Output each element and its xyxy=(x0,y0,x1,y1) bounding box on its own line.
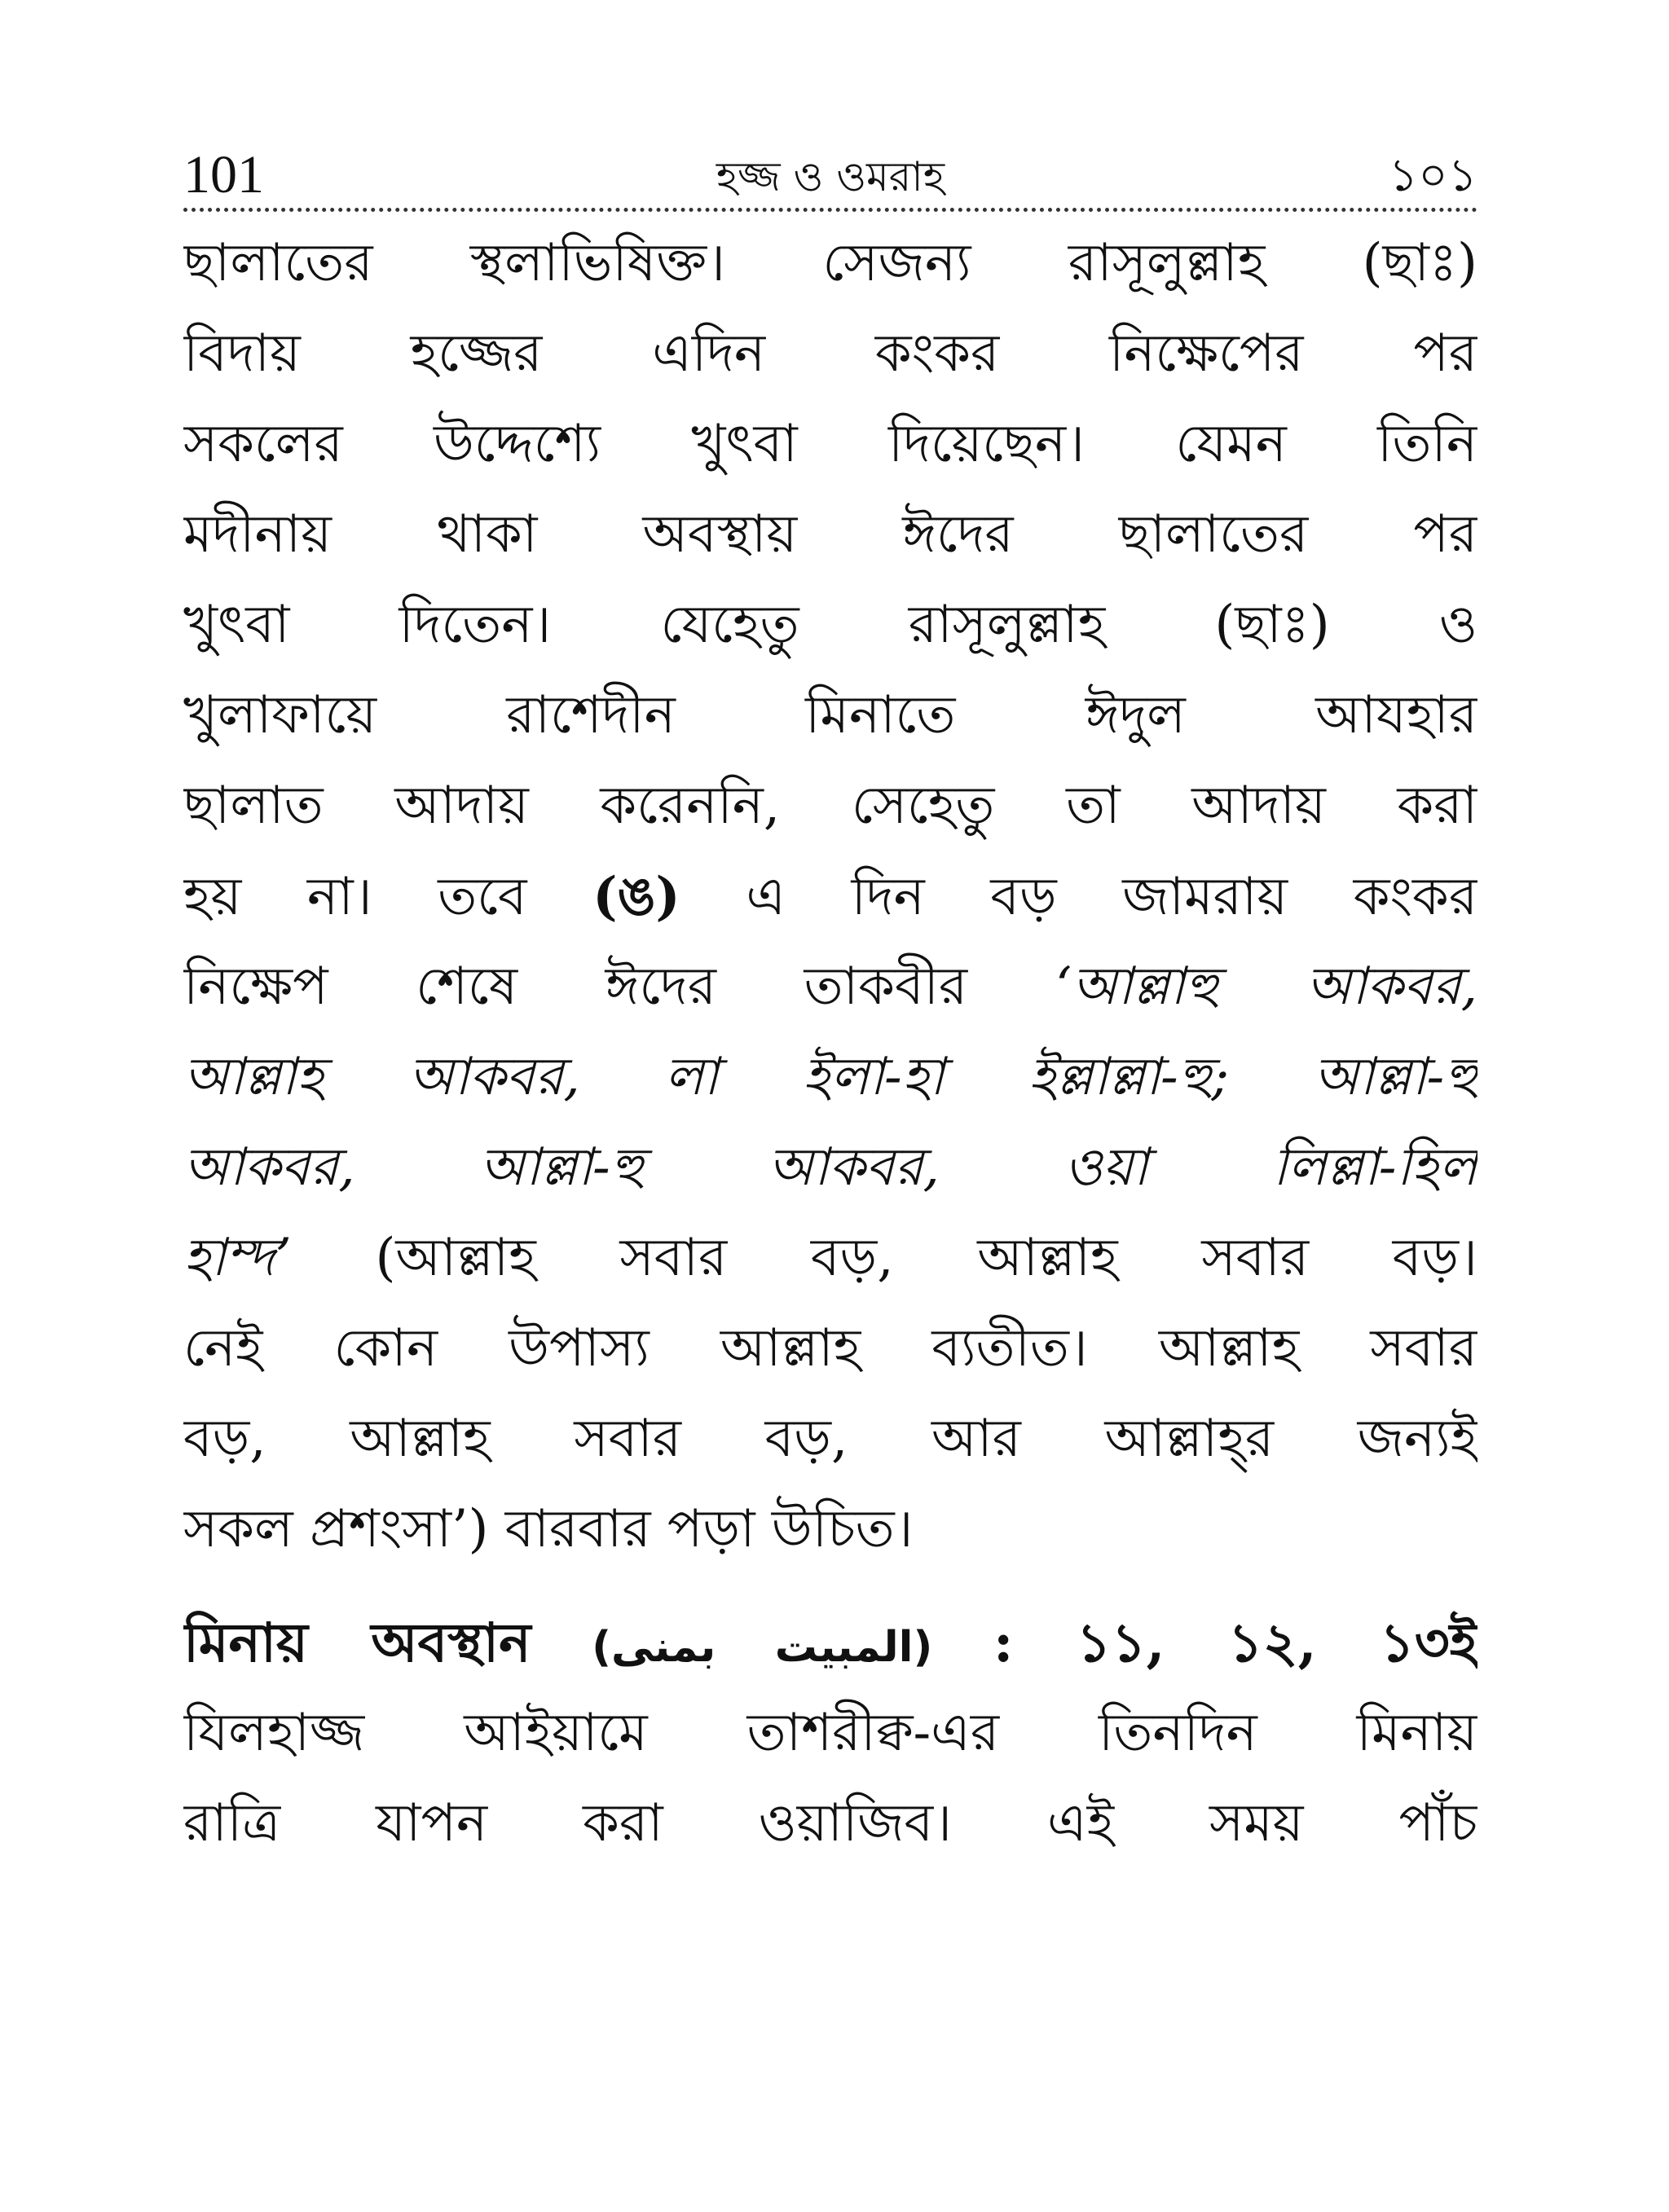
body-text xyxy=(183,218,1477,1869)
paragraph-line xyxy=(183,1213,1477,1304)
takbir-text: ‘আল্লাহু আকবর, xyxy=(1055,956,1477,1017)
running-title: হজ্জ ও ওমরাহ xyxy=(716,153,945,200)
section-heading-line xyxy=(183,1598,1477,1688)
takbir-text: হাম্দ’ xyxy=(183,1228,292,1288)
paragraph-line: সকলের উদ্দেশ্যে খুৎবা দিয়েছেন। যেমন তিনি xyxy=(183,414,1477,474)
takbir-line: আল্লাহ আকবর, লা ইলা-হা ইল্লাল্লা-হু; আল্লা-হু xyxy=(183,1047,1477,1107)
book-page xyxy=(183,143,1477,1869)
running-header xyxy=(183,143,1477,212)
line-segment: নিক্ষেপ শেষে ঈদের তাকবীর xyxy=(183,956,968,1017)
section-heading: মিনায় অবস্থান xyxy=(183,1611,531,1674)
paragraph-line: বড়, আল্লাহ সবার বড়, আর আল্লাহ্‌র জন্যই xyxy=(183,1409,1477,1469)
paragraph-line: যিলহাজ্জ আইয়ামে তাশরীক্ব-এর তিনদিন মিনায় xyxy=(183,1703,1477,1763)
paragraph-gap xyxy=(183,1575,1477,1598)
paragraph-line xyxy=(183,942,1477,1032)
arabic-term: (المبيت بمنى) xyxy=(592,1623,933,1672)
paragraph-line: ছালাত আদায় করেননি, সেহেতু তা আদায় করা xyxy=(183,776,1477,836)
line-segment: এ দিন বড় জামরায় কংকর xyxy=(746,867,1477,927)
paragraph-line: বিদায় হজ্জের এদিন কংকর নিক্ষেপের পর xyxy=(183,323,1477,384)
paragraph-line: খুৎবা দিতেন। যেহেতু রাসূলুল্লাহ (ছাঃ) ও xyxy=(183,595,1477,655)
line-segment: (আল্লাহ সবার বড়, আল্লাহ সবার বড়। xyxy=(375,1228,1477,1288)
list-marker: (ঙ) xyxy=(592,866,680,927)
paragraph-line: নেই কোন উপাস্য আল্লাহ ব্যতীত। আল্লাহ সবার xyxy=(183,1318,1477,1379)
section-dates: : ১১, ১২, ১৩ই xyxy=(993,1611,1477,1674)
paragraph-line: খুলাফায়ে রাশেদীন মিনাতে ঈদুল আযহার xyxy=(183,685,1477,745)
page-number-bengali: ১০১ xyxy=(1388,149,1477,202)
page-number-latin: 101 xyxy=(183,145,264,204)
takbir-line: আকবর, আল্লা-হু আকবর, ওয়া লিল্লা-হিল xyxy=(183,1137,1477,1198)
paragraph-line: ছালাতের স্থলাভিষিক্ত। সেজন্য রাসূলুল্লাহ (ছাঃ) xyxy=(183,233,1477,293)
paragraph-line xyxy=(183,851,1477,942)
paragraph-line: সকল প্রশংসা’) বারবার পড়া উচিত। xyxy=(183,1499,914,1559)
paragraph-line: রাত্রি যাপন করা ওয়াজিব। এই সময় পাঁচ xyxy=(183,1793,1477,1854)
line-segment: হয় না। তবে xyxy=(183,867,527,927)
paragraph-line: মদীনায় থাকা অবস্থায় ঈদের ছালাতের পর xyxy=(183,504,1477,565)
